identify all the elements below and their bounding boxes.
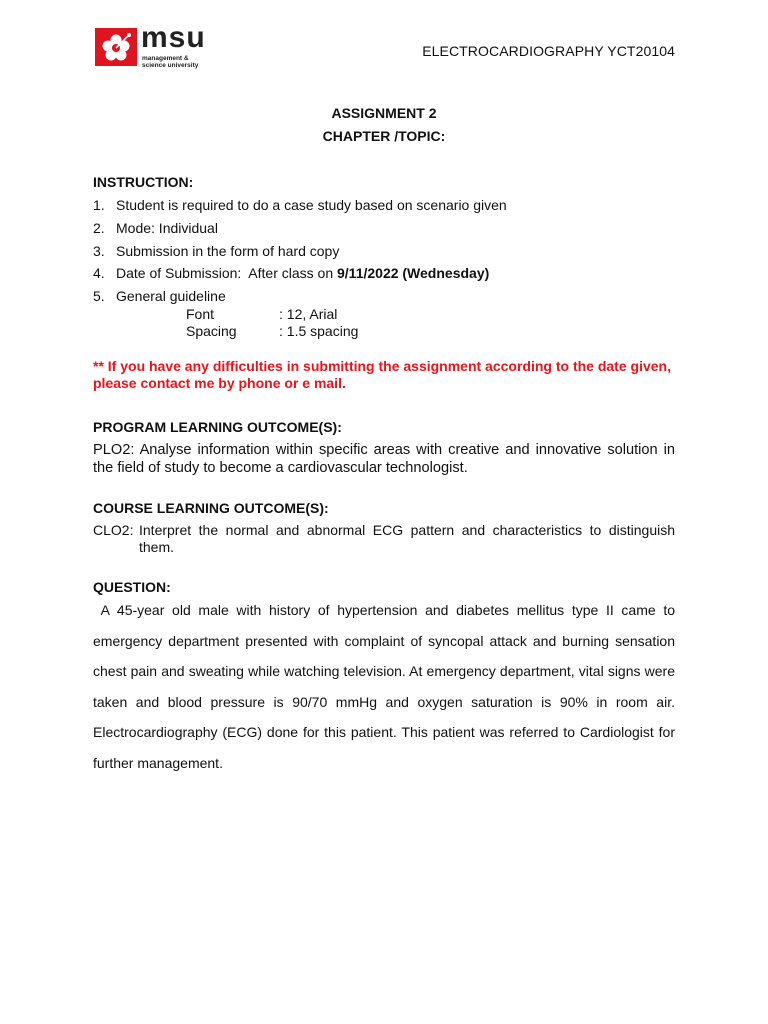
clo-entry: CLO2: Interpret the normal and abnormal ECG pattern and characteristics to distinguish them. [93,522,675,555]
plo-heading: PROGRAM LEARNING OUTCOME(S): [93,419,342,435]
clo-heading: COURSE LEARNING OUTCOME(S): [93,500,329,516]
msu-logo [95,21,225,69]
question-heading: QUESTION: [93,579,171,595]
logo-subtitle: management & science university [142,55,199,69]
submission-date: 9/11/2022 (Wednesday) [337,265,490,281]
assignment-title: ASSIGNMENT 2 [331,105,437,121]
guideline-spacing: Spacing : 1.5 spacing [186,323,359,339]
chapter-topic: CHAPTER /TOPIC: [322,128,446,144]
guideline-font: Font : 12, Arial [186,306,338,322]
question-text: A 45-year old male with history of hypertension and diabetes mellitus type II came to emergency department presented with complaint of syncopal attack and burning sensation chest pain and sweating while watching television. At emergency department, vital signs were taken and blood pressure is 90/70 mmHg and oxygen saturation is 90% in room air. Electrocardiography (ECG) done for this patient. This patient was referred to Cardiologist for further management. [93,602,679,771]
instruction-heading: INSTRUCTION: [93,174,194,190]
course-code: ELECTROCARDIOGRAPHY YCT20104 [422,43,675,59]
document-page: msu management & science university ELECTROCARDIOGRAPHY YCT20104 ASSIGNMENT 2 CHAPTER /TOPIC: INSTRUCTION: 1. Student is required to do a case study based on scenario given 2. Mode: Individual 3. Submission in the form of hard copy 4. Date of Submission: After class on 9/11/2022 (Wednesday) 5. General guideline Font : 12, Arial Spacing : 1.5 spacing ** If you have any difficulties in submitting the assignment according to the date given, please contact me by phone or e mail. PROGRAM LEARNING OUTCOME(S): PLO2: Analyse information within specific areas with creative and innovative solution in the field of study to become a cardiovascular technologist. COURSE LEARNING OUTCOME(S): CLO2: Interpret the normal and abnormal ECG pattern and characteristics to distinguish them. QUESTION: A 45-year old male with history of hypertension and diabetes mellitus type II came to emergency department presented with complaint of syncopal attack and burning sensation chest pain and sweating while watching television. At emergency department, vital signs were taken and blood pressure is 90/70 mmHg and oxygen saturation is 90% in room air. Electrocardiography (ECG) done for this patient. This patient was referred to Cardiologist for further management. [0,0,768,1024]
submission-notice: ** If you have any difficulties in submitting the assignment according to the date given, please contact me by phone or e mail. [93,358,671,391]
hibiscus-logo-icon [95,28,137,66]
plo-text: PLO2: Analyse information within specific areas with creative and innovative solution in the field of study to become a cardiovascular technologist. [93,442,675,476]
logo-wordmark: msu [141,21,206,54]
